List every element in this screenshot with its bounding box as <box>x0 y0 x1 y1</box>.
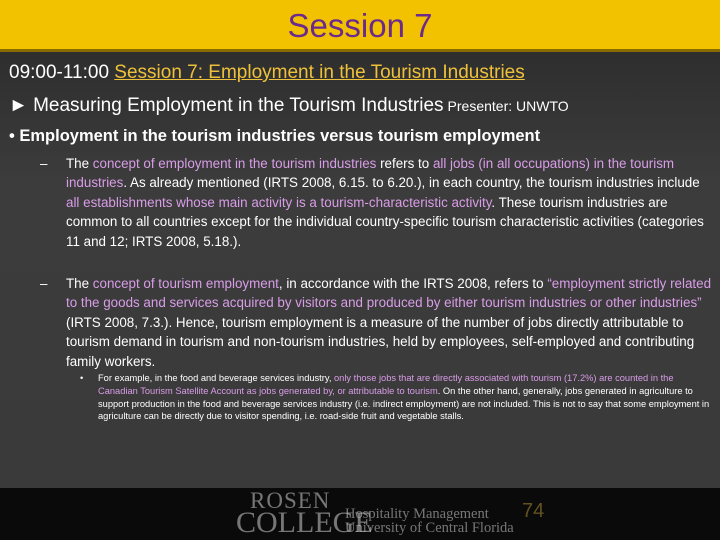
text-run: (IRTS 2008, 7.3.). Hence, tourism employment is a measure of the number of jobs directly attributable to tourism demand in tourism and non-tourism industries, held by employees, self-employed and contributing family workers. <box>66 314 695 369</box>
example-note <box>80 372 710 423</box>
dash-marker: – <box>40 156 48 171</box>
highlight-run: concept of tourism employment <box>92 276 279 291</box>
title-bar <box>0 0 720 52</box>
logo-hospitality-management: Hospitality Management <box>345 506 489 522</box>
highlight-run: “employment strictly related to the goods and services acquired by visitors and produced by either tourism industries or other industries” <box>66 276 712 311</box>
highlight-run: concept of employment in the tourism industries <box>92 156 377 171</box>
sub-bullet-2 <box>40 274 715 371</box>
slide-title: Session 7 <box>287 7 433 44</box>
text-run: . On the other hand, generally, jobs generated in agriculture to support production in the food and beverage services industry (i.e. indirect employment) are not included. This is not to say that some employment in agriculture can be directly due to visitor spending, i.e. road-side fruit and vegetable stalls. <box>98 385 710 422</box>
highlight-run: only those jobs that are directly associated with tourism (17.2%) are counted in the Canadian Tourism Satellite Account as jobs generated by, or attributable to tourism <box>98 373 674 396</box>
topic-title: ► Measuring Employment in the Tourism Industries <box>9 95 444 116</box>
highlight-run: all establishments whose main activity is a tourism-characteristic activity <box>66 194 492 210</box>
session-link[interactable]: Session 7: Employment in the Tourism Industries <box>114 62 525 83</box>
main-bullet: • Employment in the tourism industries versus tourism employment <box>9 127 541 145</box>
text-run: refers to <box>376 156 433 171</box>
text-run: , in accordance with the IRTS 2008, refers to <box>278 276 548 291</box>
logo-ucf: University of Central Florida <box>345 520 514 536</box>
presenter-label: Presenter: UNWTO <box>447 98 569 114</box>
session-time: 09:00-11:00 <box>9 62 115 83</box>
text-run: The <box>66 156 93 171</box>
text-run: The <box>66 276 93 291</box>
sub-bullet-1 <box>40 154 715 251</box>
session-line <box>9 62 525 84</box>
logo-college: COLLEGE <box>236 506 373 539</box>
text-run: For example, in the food and beverage services industry, <box>98 373 334 383</box>
dash-marker: – <box>40 276 48 291</box>
text-run: . These tourism industries are common to all countries except for the individual country-specific tourism characteristic activities (categories 11 and 12; IRTS 2008, 5.18.). <box>66 194 704 249</box>
highlight-run: all jobs (in all occupations) in the tourism industries <box>66 156 675 191</box>
text-run: . As already mentioned (IRTS 2008, 6.15. to 6.20.), in each country, the tourism industries include <box>123 175 700 191</box>
dot-marker: • <box>80 373 84 383</box>
page-number: 74 <box>522 500 545 522</box>
logo-rosen: ROSEN <box>250 488 331 513</box>
topic-line <box>9 95 569 117</box>
